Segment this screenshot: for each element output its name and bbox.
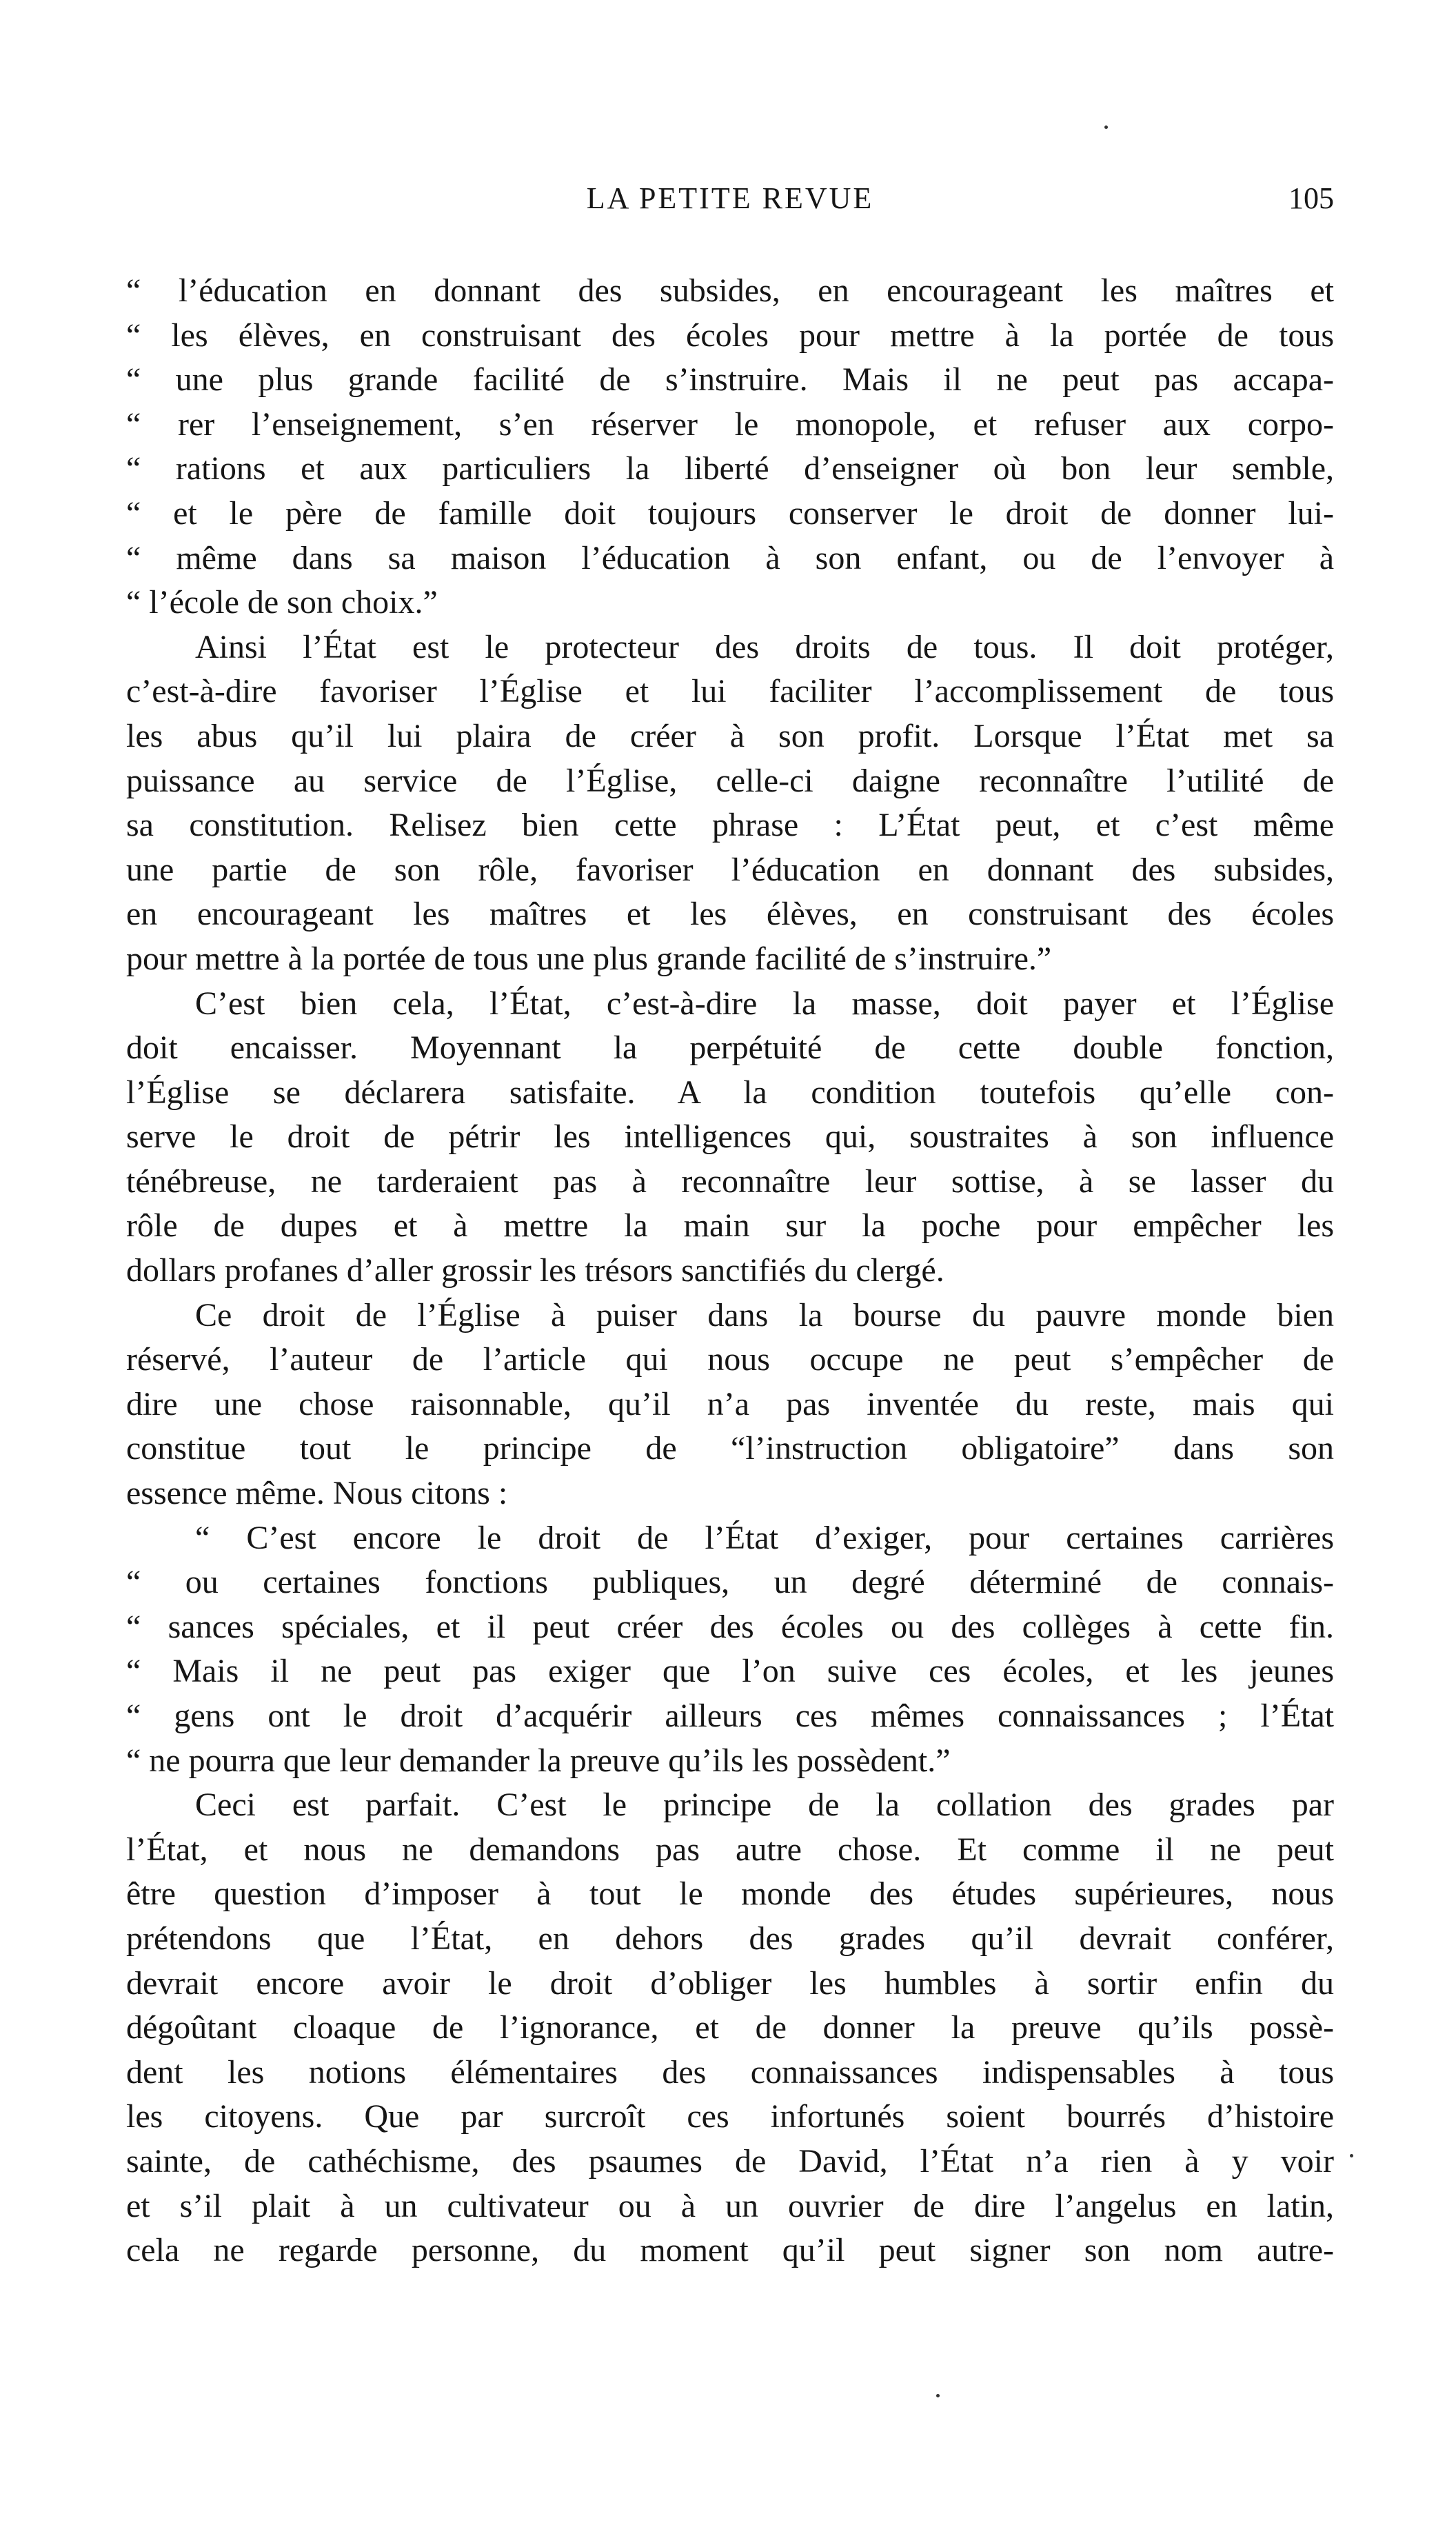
text-line: réservé, l’auteur de l’article qui nous occupe ne peut s’empêcher de [126, 1341, 1334, 1378]
text-line: puissance au service de l’Église, celle-ci daigne reconnaître l’utilité de [126, 762, 1334, 799]
text-line: “ ne pourra que leur demander la preuve qu’ils les possèdent.” [126, 1742, 951, 1779]
page-number: 105 [1288, 181, 1334, 215]
text-line: ténébreuse, ne tarderaient pas à reconnaître leur sottise, à se lasser du [126, 1163, 1334, 1200]
text-line: c’est-à-dire favoriser l’Église et lui faciliter l’accomplissement de tous [126, 673, 1334, 710]
text-line: les abus qu’il lui plaira de créer à son profit. Lorsque l’État met sa [126, 717, 1334, 754]
ink-speck-bottom [936, 2394, 940, 2397]
text-line: les citoyens. Que par surcroît ces infortunés soient bourrés d’histoire [126, 2098, 1334, 2135]
text-line: dire une chose raisonnable, qu’il n’a pas inventée du reste, mais qui [126, 1385, 1334, 1422]
text-line: “ Mais il ne peut pas exiger que l’on suive ces écoles, et les jeunes [126, 1653, 1334, 1690]
text-line: en encourageant les maîtres et les élèves, en construisant des écoles [126, 896, 1334, 933]
ink-speck-top [1104, 125, 1108, 129]
text-line: serve le droit de pétrir les intelligences qui, soustraites à son influence [126, 1118, 1334, 1156]
text-line: “ rations et aux particuliers la liberté d’enseigner où bon leur semble, [126, 450, 1334, 487]
running-title: LA PETITE REVUE [586, 181, 874, 215]
paragraph-first-line: C’est bien cela, l’État, c’est-à-dire la masse, doit payer et l’Église [195, 985, 1334, 1022]
text-line: prétendons que l’État, en dehors des grades qu’il devrait conférer, [126, 1920, 1334, 1957]
text-line: cela ne regarde personne, du moment qu’il peut signer son nom autre- [126, 2232, 1334, 2269]
page-header [126, 181, 1334, 222]
body-text [126, 269, 1334, 2273]
text-line: rôle de dupes et à mettre la main sur la poche pour empêcher les [126, 1207, 1334, 1245]
text-line: sa constitution. Relisez bien cette phrase : L’État peut, et c’est même [126, 807, 1334, 844]
text-line: “ et le père de famille doit toujours conserver le droit de donner lui- [126, 494, 1334, 532]
text-line: pour mettre à la portée de tous une plus grande facilité de s’instruire.” [126, 940, 1052, 977]
text-line: “ sances spéciales, et il peut créer des écoles ou des collèges à cette fin. [126, 1608, 1334, 1645]
text-line: “ l’école de son choix.” [126, 584, 438, 621]
text-line: “ une plus grande facilité de s’instruire. Mais il ne peut pas accapa- [126, 361, 1334, 399]
text-line: constitue tout le principe de “l’instruction obligatoire” dans son [126, 1430, 1334, 1467]
paragraph-first-line: Ainsi l’État est le protecteur des droits de tous. Il doit protéger, [195, 628, 1334, 665]
text-line: essence même. Nous citons : [126, 1475, 508, 1512]
paragraph-first-line: Ceci est parfait. C’est le principe de la collation des grades par [195, 1787, 1334, 1824]
text-line: dégoûtant cloaque de l’ignorance, et de donner la preuve qu’ils possè- [126, 2009, 1334, 2046]
quote-first-line: “ C’est encore le droit de l’État d’exiger, pour certaines carrières [195, 1519, 1334, 1556]
text-line: “ ou certaines fonctions publiques, un degré déterminé de connais- [126, 1564, 1334, 1601]
text-line: “ l’éducation en donnant des subsides, en encourageant les maîtres et [126, 272, 1334, 309]
text-line: l’État, et nous ne demandons pas autre chose. Et comme il ne peut [126, 1831, 1334, 1868]
text-line: une partie de son rôle, favoriser l’éducation en donnant des subsides, [126, 851, 1334, 888]
text-line: “ rer l’enseignement, s’en réserver le monopole, et refuser aux corpo- [126, 405, 1334, 443]
text-line: et s’il plait à un cultivateur ou à un ouvrier de dire l’angelus en latin, [126, 2187, 1334, 2224]
text-line: être question d’imposer à tout le monde des études supérieures, nous [126, 1875, 1334, 1913]
text-line: devrait encore avoir le droit d’obliger les humbles à sortir enfin du [126, 1964, 1334, 2002]
text-line: l’Église se déclarera satisfaite. A la condition toutefois qu’elle con- [126, 1074, 1334, 1111]
text-line: dent les notions élémentaires des connaissances indispensables à tous [126, 2053, 1334, 2091]
paragraph-first-line: Ce droit de l’Église à puiser dans la bourse du pauvre monde bien [195, 1296, 1334, 1334]
text-line: “ gens ont le droit d’acquérir ailleurs ces mêmes connaissances ; l’État [126, 1698, 1334, 1734]
text-line: sainte, de cathéchisme, des psaumes de David, l’État n’a rien à y voir [126, 2142, 1334, 2180]
text-line: “ même dans sa maison l’éducation à son enfant, ou de l’envoyer à [126, 539, 1334, 576]
ink-speck-right [1350, 2154, 1353, 2157]
text-line: “ les élèves, en construisant des écoles pour mettre à la portée de tous [126, 316, 1334, 354]
text-line: dollars profanes d’aller grossir les trésors sanctifiés du clergé. [126, 1252, 944, 1289]
text-line: doit encaisser. Moyennant la perpétuité de cette double fonction, [126, 1029, 1334, 1067]
